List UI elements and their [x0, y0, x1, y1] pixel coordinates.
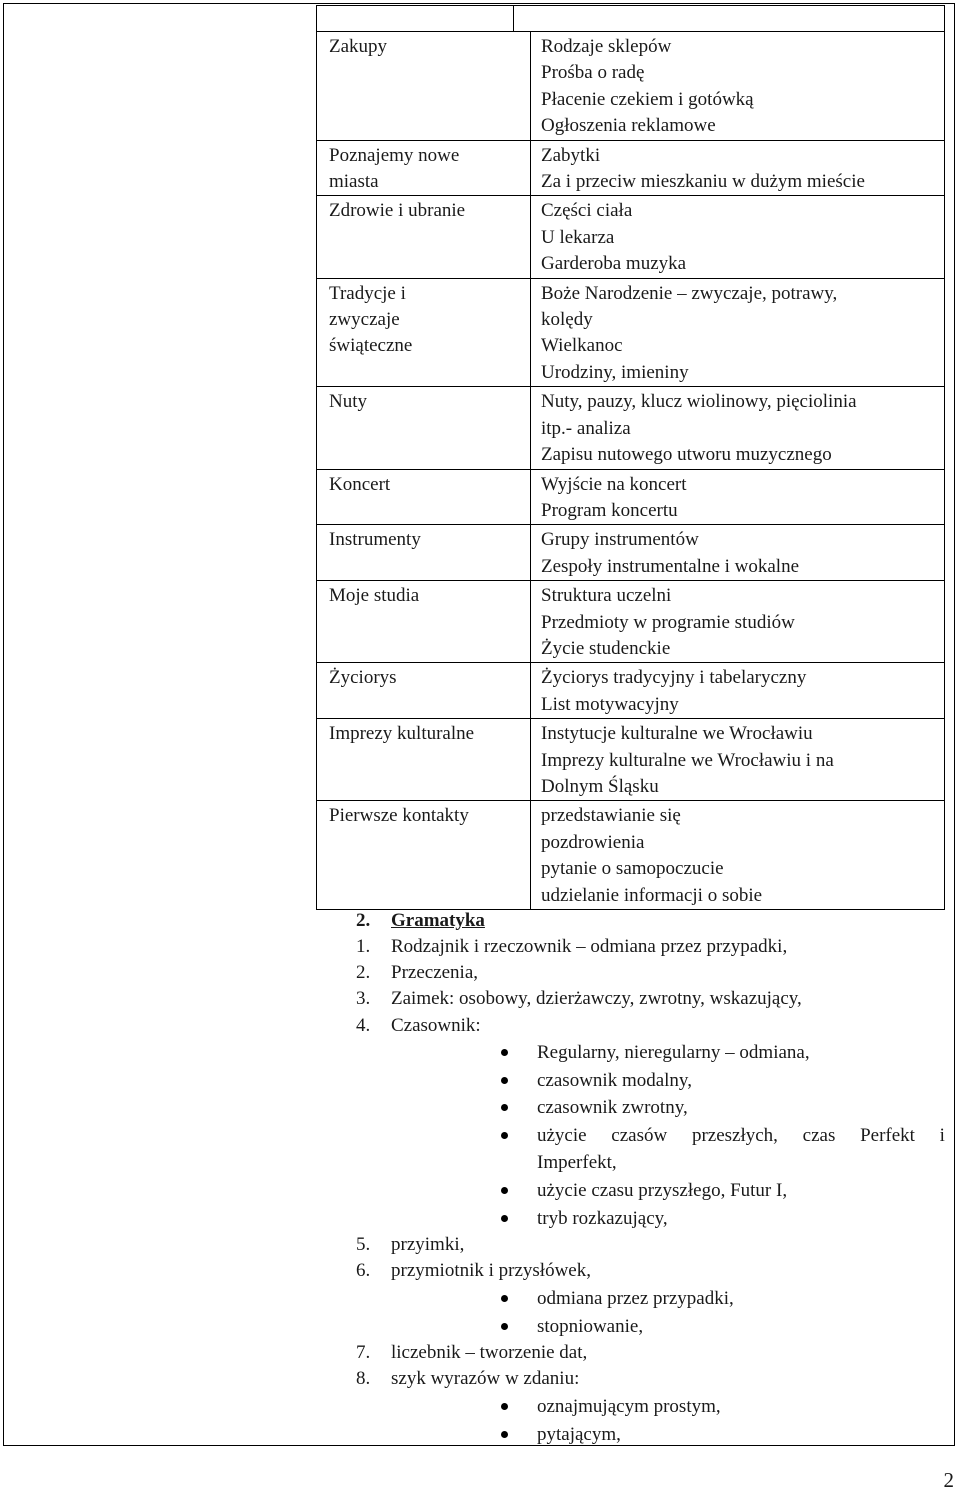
subtopic-line: Wyjście na koncert: [541, 473, 687, 495]
subtopic-line: Rodzaje sklepów: [541, 36, 672, 57]
topic-line: Poznajemy nowe: [329, 144, 460, 166]
topic-line: Instrumenty: [329, 529, 421, 551]
subtopic-line: przedstawianie się: [541, 805, 681, 827]
grammar-heading-number: 2.: [356, 910, 371, 931]
sub-list-item: użycie czasu przyszłego, Futur I,: [537, 1180, 788, 1201]
topic-cell: [317, 801, 531, 910]
table-row: [317, 525, 945, 581]
subtopic-line: Garderoba muzyka: [541, 253, 687, 275]
topic-cell: [317, 387, 531, 469]
subtopics-cell: [531, 469, 945, 525]
list-number: 1.: [356, 936, 371, 957]
table-row: [317, 387, 945, 469]
topic-cell: [317, 663, 531, 719]
subtopic-line: Płacenie czekiem i gotówką: [541, 88, 754, 110]
word: użycie: [537, 1125, 587, 1146]
table-top-strip: [316, 5, 945, 31]
subtopic-line: pozdrowienia: [541, 831, 645, 853]
topic-cell: [317, 525, 531, 581]
list-number: 3.: [356, 988, 371, 1009]
table-row: [317, 469, 945, 525]
list-item: Przeczenia,: [391, 962, 479, 983]
topic-cell: [317, 32, 531, 141]
list-item: przymiotnik i przysłówek,: [391, 1260, 591, 1281]
sub-list-item-continuation: Imperfekt,: [537, 1152, 617, 1173]
subtopics-cell: [531, 719, 945, 801]
subtopic-line: Wielkanoc: [541, 335, 623, 357]
bullet-icon: [501, 1049, 508, 1056]
topic-line: Zdrowie i ubranie: [329, 200, 466, 222]
subtopic-line: Zabytki: [541, 144, 601, 166]
bullet-icon: [501, 1187, 508, 1194]
subtopic-line: kolędy: [541, 309, 593, 331]
list-number: 8.: [356, 1368, 371, 1389]
list-item: przyimki,: [391, 1234, 465, 1255]
list-number: 5.: [356, 1234, 371, 1255]
subtopic-line: Części ciała: [541, 200, 633, 222]
topic-line: Pierwsze kontakty: [329, 805, 469, 827]
subtopic-line: Ogłoszenia reklamowe: [541, 115, 716, 137]
subtopic-line: Zapisu nutowego utworu muzycznego: [541, 444, 832, 466]
subtopic-line: Imprezy kulturalne we Wrocławiu i na: [541, 749, 834, 771]
table-row: [317, 719, 945, 801]
subtopic-line: pytanie o samopoczucie: [541, 858, 724, 880]
topic-cell: [317, 196, 531, 278]
subtopics-cell: [531, 663, 945, 719]
subtopic-line: List motywacyjny: [541, 693, 679, 715]
word: czas: [802, 1125, 836, 1146]
subtopic-line: Prośba o radę: [541, 62, 645, 84]
subtopic-line: udzielanie informacji o sobie: [541, 884, 763, 906]
subtopic-line: Zespoły instrumentalne i wokalne: [541, 555, 800, 577]
subtopic-line: Instytucje kulturalne we Wrocławiu: [541, 723, 813, 745]
topic-cell: [317, 581, 531, 663]
table-row: [317, 663, 945, 719]
list-number: 4.: [356, 1015, 371, 1036]
subtopics-cell: [531, 278, 945, 387]
list-item: Czasownik:: [391, 1015, 481, 1036]
sub-list-item: oznajmującym prostym,: [537, 1396, 721, 1417]
sub-list-item: odmiana przez przypadki,: [537, 1288, 734, 1309]
subtopic-line: Program koncertu: [541, 499, 678, 521]
bullet-icon: [501, 1403, 508, 1410]
topic-line: zwyczaje: [329, 309, 400, 331]
subtopics-cell: [531, 140, 945, 196]
list-item: Zaimek: osobowy, dzierżawczy, zwrotny, wskazujący,: [391, 988, 802, 1009]
list-number: 2.: [356, 962, 371, 983]
sub-list-item: pytającym,: [537, 1424, 621, 1445]
bullet-icon: [501, 1295, 508, 1302]
topic-line: miasta: [329, 171, 379, 193]
table-row: [317, 32, 945, 141]
topic-line: Moje studia: [329, 585, 420, 607]
subtopic-line: Nuty, pauzy, klucz wiolinowy, pięciolinia: [541, 391, 857, 413]
sub-list-item: stopniowanie,: [537, 1316, 644, 1337]
topic-cell: [317, 469, 531, 525]
subtopic-line: Życiorys tradycyjny i tabelaryczny: [541, 667, 807, 689]
table-row: [317, 278, 945, 387]
word: i: [939, 1125, 945, 1146]
topic-line: Nuty: [329, 391, 367, 413]
subtopics-cell: [531, 196, 945, 278]
sub-list-item: Regularny, nieregularny – odmiana,: [537, 1042, 810, 1063]
bullet-icon: [501, 1132, 508, 1139]
bullet-icon: [501, 1104, 508, 1111]
list-item: liczebnik – tworzenie dat,: [391, 1342, 588, 1363]
grammar-heading: Gramatyka: [391, 910, 485, 931]
list-number: 6.: [356, 1260, 371, 1281]
topic-line: Tradycje i: [329, 282, 406, 304]
word: czasów: [611, 1125, 668, 1146]
subtopic-line: Boże Narodzenie – zwyczaje, potrawy,: [541, 282, 838, 304]
topic-line: Zakupy: [329, 36, 388, 57]
subtopic-line: Życie studenckie: [541, 637, 671, 659]
subtopic-line: Przedmioty w programie studiów: [541, 611, 795, 633]
subtopics-cell: [531, 32, 945, 141]
subtopic-line: Za i przeciw mieszkaniu w dużym mieście: [541, 171, 865, 193]
topic-line: Imprezy kulturalne: [329, 723, 475, 745]
topics-table: [316, 31, 945, 910]
list-number: 7.: [356, 1342, 371, 1363]
table-row: [317, 801, 945, 910]
table-row: [317, 581, 945, 663]
subtopic-line: U lekarza: [541, 226, 615, 248]
topic-line: Koncert: [329, 473, 391, 495]
bullet-icon: [501, 1431, 508, 1438]
subtopic-line: Dolnym Śląsku: [541, 775, 659, 797]
subtopics-cell: [531, 387, 945, 469]
bullet-icon: [501, 1077, 508, 1084]
topic-line: świąteczne: [329, 335, 413, 357]
subtopic-line: Struktura uczelni: [541, 585, 672, 607]
list-item: szyk wyrazów w zdaniu:: [391, 1368, 580, 1389]
subtopics-cell: [531, 581, 945, 663]
table-top-divider: [513, 6, 514, 31]
subtopics-cell: [531, 525, 945, 581]
topic-line: Życiorys: [329, 667, 397, 689]
word: przeszłych,: [691, 1125, 778, 1146]
table-row: [317, 140, 945, 196]
bullet-icon: [501, 1215, 508, 1222]
bullet-icon: [501, 1323, 508, 1330]
topic-cell: [317, 140, 531, 196]
topic-cell: [317, 719, 531, 801]
subtopic-line: Urodziny, imieniny: [541, 361, 689, 383]
sub-list-item: czasownik zwrotny,: [537, 1097, 688, 1118]
subtopics-cell: [531, 801, 945, 910]
table-row: [317, 196, 945, 278]
subtopic-line: Grupy instrumentów: [541, 529, 699, 551]
sub-list-item: czasownik modalny,: [537, 1070, 692, 1091]
page-number: 2: [943, 1468, 954, 1492]
word: Perfekt: [860, 1125, 915, 1146]
sub-list-item-justified: [537, 1122, 945, 1149]
list-item: Rodzajnik i rzeczownik – odmiana przez przypadki,: [391, 936, 788, 957]
sub-list-item: tryb rozkazujący,: [537, 1208, 668, 1229]
subtopic-line: itp.- analiza: [541, 417, 631, 439]
topic-cell: [317, 278, 531, 387]
